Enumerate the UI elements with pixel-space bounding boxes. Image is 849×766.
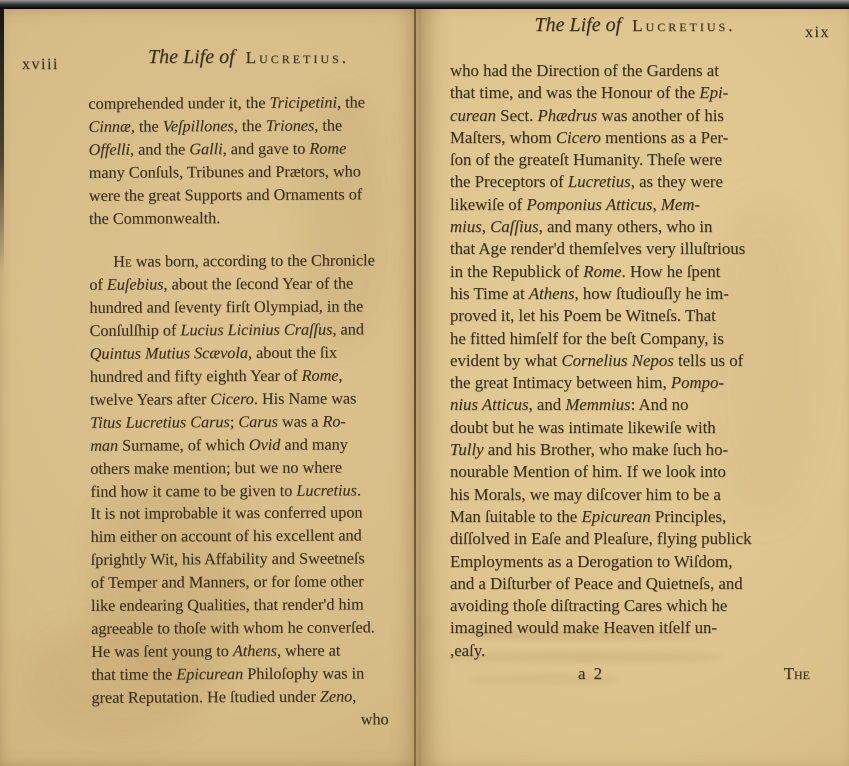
text-line: nourable Mention of him. If we look into bbox=[450, 462, 726, 482]
text-line: of Euſebius, about the ſecond Year of the bbox=[89, 274, 354, 295]
text-line: He was ſent young to Athens, where at bbox=[91, 641, 341, 661]
text-line: others make mention; but we no where bbox=[90, 458, 343, 478]
text-line: doubt but he was intimate likewiſe with bbox=[450, 417, 716, 437]
text-line: ,eaſy. bbox=[450, 640, 486, 660]
text-line: find how it came to be given to Lucretius. bbox=[90, 480, 361, 501]
text-line: Man ſuitable to the Epicurean Principles, bbox=[450, 506, 727, 526]
text-line: and a Diſturber of Peace and Quietneſs, and bbox=[450, 573, 743, 593]
text-line: ſprightly Wit, his Affability and Sweetneſs bbox=[90, 549, 365, 570]
left-text-column bbox=[88, 91, 408, 732]
text-line: Conſulſhip of Lucius Licinius Craſſus, and bbox=[89, 320, 364, 340]
header-title-caps: Lucretius. bbox=[632, 16, 736, 35]
text-line: Titus Lucretius Carus; Carus was a Ro- bbox=[90, 412, 346, 432]
text-line: him either on account of his excellent and bbox=[90, 526, 362, 547]
text-line: his Morals, we may diſcover him to be a bbox=[450, 484, 721, 504]
text-line: diſſolved in Eaſe and Pleaſure, flying publick bbox=[450, 529, 752, 549]
text-line: the great Intimacy between him, Pompo- bbox=[450, 373, 725, 393]
text-line: that Age render'd themſelves very illuſtrious bbox=[450, 239, 746, 259]
text-line: Tully and his Brother, who make ſuch ho- bbox=[450, 440, 729, 460]
text-line: who had the Direction of the Gardens at bbox=[450, 61, 719, 80]
text-line: man Surname, of which Ovid and many bbox=[90, 435, 348, 455]
text-line: in the Republick of Rome. How he ſpent bbox=[450, 261, 721, 281]
text-line: curean Sect. Phædrus was another of his bbox=[450, 105, 724, 125]
text-line: nius Atticus, and Memmius: And no bbox=[450, 395, 689, 415]
header-title-caps: Lucretius. bbox=[245, 48, 349, 67]
text-line: like endearing Qualities, that render'd him bbox=[90, 595, 364, 615]
text-line: hundred and ſeventy firſt Olympiad, in the bbox=[89, 297, 364, 318]
text-line: Quintus Mutius Scævola, about the ſix bbox=[89, 343, 338, 363]
text-line: that time the Epicurean Philoſophy was in bbox=[91, 664, 365, 684]
text-line: great Reputation. He ſtudied under Zeno, bbox=[91, 687, 357, 707]
text-line: comprehended under it, the Tricipetini, the bbox=[88, 93, 365, 113]
right-text-column bbox=[450, 60, 820, 686]
text-line: proved it, let his Poem be Witneſs. That bbox=[450, 306, 716, 326]
signature-mark: a 2 bbox=[578, 664, 605, 684]
text-line: mius, Caſſius, and many others, who in bbox=[450, 217, 713, 237]
text-line: Offelli, and the Galli, and gave to Rome bbox=[88, 139, 347, 159]
text-line: imagined would make Heaven itſelf un- bbox=[450, 618, 718, 638]
text-line: many Conſuls, Tribunes and Prætors, who bbox=[88, 162, 361, 182]
text-line: he fitted himſelf for the beſt Company, is bbox=[450, 328, 724, 348]
text-line: likewiſe of Pomponius Atticus, Mem- bbox=[450, 194, 700, 214]
page-number-right: xix bbox=[805, 24, 830, 41]
text-line: of Temper and Manners, or for ſome other bbox=[90, 572, 364, 592]
catchword: who bbox=[360, 709, 389, 728]
book-edge-shadow bbox=[0, 9, 4, 274]
text-line: Cinnæ, the Veſpillones, the Triones, the bbox=[88, 116, 343, 136]
text-line: ſon of the greateſt Humanity. Theſe were bbox=[450, 150, 723, 170]
text-line: evident by what Cornelius Nepos tells us of bbox=[450, 350, 744, 370]
text-line: his Time at Athens, how ſtudiouſly he im- bbox=[450, 283, 729, 303]
catchword: The bbox=[783, 664, 810, 684]
text-lines bbox=[88, 91, 408, 709]
text-line: the Commonwealth. bbox=[88, 208, 221, 228]
header-title-italic: The Life of bbox=[534, 14, 622, 36]
signature-row bbox=[450, 663, 820, 686]
running-header-left bbox=[90, 46, 407, 69]
text-line: the Preceptors of Lucretius, as they were bbox=[450, 172, 723, 192]
text-line: Employments as a Derogation to Wiſdom, bbox=[450, 551, 733, 571]
top-border-bar bbox=[0, 0, 849, 9]
text-lines bbox=[450, 60, 820, 662]
header-title-italic: The Life of bbox=[148, 46, 235, 68]
text-line: He was born, according to the Chronicle bbox=[113, 251, 375, 272]
text-line: agreeable to thoſe with whom he converſed. bbox=[91, 618, 375, 638]
page-gutter-shadow bbox=[414, 9, 416, 766]
text-line: It is not improbable it was conferred upon bbox=[90, 503, 363, 524]
page-number-left: xviii bbox=[22, 56, 59, 73]
text-line: were the great Supports and Ornaments of bbox=[88, 185, 363, 205]
text-line: hundred and fifty eighth Year of Rome, bbox=[89, 366, 343, 386]
text-line: Maſters, whom Cicero mentions as a Per- bbox=[450, 127, 729, 147]
text-line: avoiding thoſe diſtracting Cares which he bbox=[450, 596, 728, 616]
text-line: twelve Years after Cicero. His Name was bbox=[89, 389, 357, 409]
running-header-right bbox=[450, 14, 820, 37]
text-line: that time, and was the Honour of the Epi- bbox=[450, 83, 729, 103]
